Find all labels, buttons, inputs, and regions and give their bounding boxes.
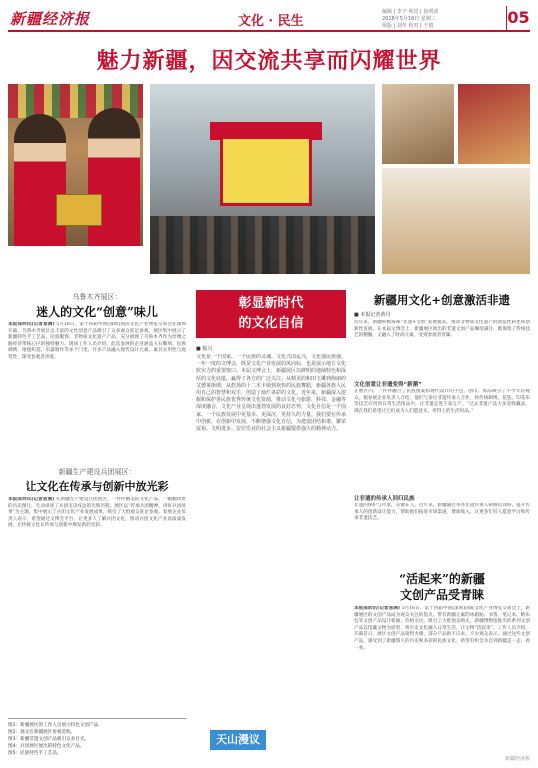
photo-showcase [382, 168, 530, 274]
tianshan-column-logo: 天山漫议 [210, 730, 266, 750]
photo-crafts [382, 84, 454, 164]
feature-title-line1: 彰显新时代 [238, 296, 304, 311]
photo-embroidery [458, 84, 530, 164]
section-title: 文化 · 民生 [238, 14, 304, 29]
story1-byline: 本报深圳讯(记者易满) [8, 322, 55, 327]
story2-text: 在新疆生产建设兵团展区，一件件精美的文化产品、一幅幅珍贵的历史图片，生动讲述了兵团屯垦戍边的光辉历程。展区以“传承兵团精神，讲好兵团故事”为主题，集中展示了兵团文化产业发展成果，吸引了大批观众驻足参观。参展企业负责人表示，希望通过文博会平台，让更多人了解兵团文化，推动兵团文化产业高质量发展，让传统文化在传承与创新中焕发新的光彩。 [8, 497, 186, 529]
feature-body: 文化是一个国家、一个民族的灵魂。文化兴国运兴，文化强民族强。一年一度的文博会，既是文化产业发展的风向标，也是展示地方文化软实力的重要窗口。本届文博会上，新疆展区以鲜明的地域特色和深厚的文化底蕴，赢得了各方的广泛关注。从精美的和田玉雕到绚丽的艾德莱斯绸，从悠扬的十二木卡姆到欢快的民族舞蹈，新疆各族人民用自己的智慧和双手，创造了灿烂多彩的文化。近年来，新疆深入挖掘和保护各民族优秀传统文化资源，推动文化与旅游、科技、金融等深度融合，文化产业呈现出蓬勃发展的良好态势。文化自信是一个国家、一个民族发展中更基本、更深沉、更持久的力量。我们要在传承中创新，在创新中发展，不断增强文化自信，为建设团结和谐、繁荣富裕、文明进步、安居乐业的社会主义新疆提供强大的精神动力。 [196, 354, 346, 433]
caption-line: 图1：新疆展区的工作人员展示特色文创产品。 [8, 723, 103, 728]
story2-body [8, 497, 186, 713]
story2-title: 让文化在传承与创新中放光彩 [25, 480, 169, 493]
booth-shape [220, 136, 312, 206]
watermark-text: 新疆经济报 [504, 756, 530, 762]
caption-line: 图4：兵团展区展出的特色文化产品。 [8, 744, 85, 749]
photo-captions [8, 718, 186, 757]
page-number: 05 [506, 6, 530, 30]
crowd-shape [150, 216, 375, 274]
right-top-byline: ■ 本报记者黄丹 [354, 312, 391, 318]
feature-byline: ■ 振兴 [196, 346, 213, 352]
feature-title-box [196, 290, 346, 338]
story1-body [8, 322, 186, 457]
masthead [8, 6, 530, 32]
caption-line: 图3：新疆非遗文创产品吸引众多目光。 [8, 737, 90, 742]
right-top-subhead2: 让非遗的传承人回归民族 [354, 496, 415, 502]
photo-exhibitors [8, 84, 143, 246]
story2-byline: 本报深圳讯(记者易满) [8, 497, 55, 502]
exhibitor-figure [14, 114, 66, 246]
right-top-body2: 在展区内，一件件融合了民族图案和现代设计的手包、围巾、饰品吸引了不少年轻观众。据参展企业负责人介绍，他们与多位非遗传承人合作，将传统刺绣、花毡、印花布等技艺应用到日常生活用品中，让非遗走进千家万户。“过去非遗产品大多是收藏品，现在我们希望让它们成为人们愿意买、用得上的生活用品。” [354, 389, 530, 414]
right-bottom-text: 5月16日，第十四届中国(深圳)国际文化产业博览交易会上，新疆展区的文创产品成为观众关注的焦点。带有新疆元素的冰箱贴、书签、笔记本、帆布包等文创产品设计新颖、价格亲民，吸引了大批观众购买。新疆博物馆推出的系列文创产品以馆藏文物为原型，将历史文化融入日常生活，让文物“活起来”。工作人员介绍，开幕首日，展区文创产品销售火爆，部分产品供不应求。不少观众表示，通过这些文创产品，感受到了新疆悠久的历史和多彩的民族文化，希望有机会亲自到新疆走一走、看一看。 [354, 606, 530, 651]
right-bottom-title1: “活起来”的新疆 [399, 572, 485, 586]
page-headline: 魅力新疆，因交流共享而闪耀世界 [96, 48, 442, 74]
masthead-meta [382, 9, 502, 30]
story2-kicker: 新疆生产建设兵团展区： [58, 468, 136, 476]
right-bottom-body [354, 606, 530, 748]
story1-kicker: 乌鲁木齐展区： [72, 293, 122, 301]
right-bottom-title2: 文创产品受青睐 [399, 588, 484, 602]
right-top-title: 新疆用文化+创意激活非遗 [373, 293, 511, 307]
newspaper-logo: 新疆经济报 [10, 10, 91, 28]
editor-line: 编辑 | 李子 视觉 | 崔明清 [382, 9, 439, 15]
proof-line: 组版 | 刘冬 校对 | 王倩 [382, 23, 434, 29]
gift-box-shape [56, 194, 102, 226]
right-top-body: 近年来，新疆积极探索“非遗+文创”发展模式，推动非物质文化遗产的创造性转化和创新性发展。在本届文博会上，新疆展区展出的非遗文创产品琳琅满目，既保留了传统技艺的精髓，又融入了时尚元素，受到参观者青睐。 [354, 320, 530, 339]
caption-line: 图2：观众在新疆展区参观选购。 [8, 730, 76, 735]
right-top-body3: 非遗的保护与传承，关键在人。近年来，新疆通过举办非遗传承人研修培训班，提升传承人的创新设计能力，帮助他们拓宽市场渠道，增加收入，让更多年轻人愿意学习和传承非遗技艺。 [354, 503, 530, 522]
story1-text: 5月16日，第十四届中国(深圳)国际文化产业博览交易会在深圳开幕，乌鲁木齐展区以丰富的文化创意产品吸引了众多观众驻足参观。展区集中展示了新疆特色手工艺品、民族服饰、非物质文化遗产产品，充分展现了乌鲁木齐作为丝绸之路经济带核心区的独特魅力。现场工作人员介绍，此次参展的企业涵盖玉石雕刻、民族刺绣、地毯织造、乐器制作等多个门类，许多产品融入现代设计元素，兼具实用性与观赏性，深受参观者喜爱。 [8, 322, 186, 360]
caption-line: 图5：民族特色手工艺品。 [8, 751, 62, 756]
right-top-subhead1: 文化创意让非遗变得“新潮” [354, 382, 422, 388]
photo-exhibition-hall [150, 84, 375, 274]
date-line: 2018年5月16日 星期三 [382, 16, 436, 22]
story1-title: 迷人的文化“创意”味儿 [36, 305, 158, 319]
feature-title-line2: 的文化自信 [238, 316, 304, 331]
right-bottom-byline: 本报深圳讯(记者易满) [354, 606, 401, 611]
